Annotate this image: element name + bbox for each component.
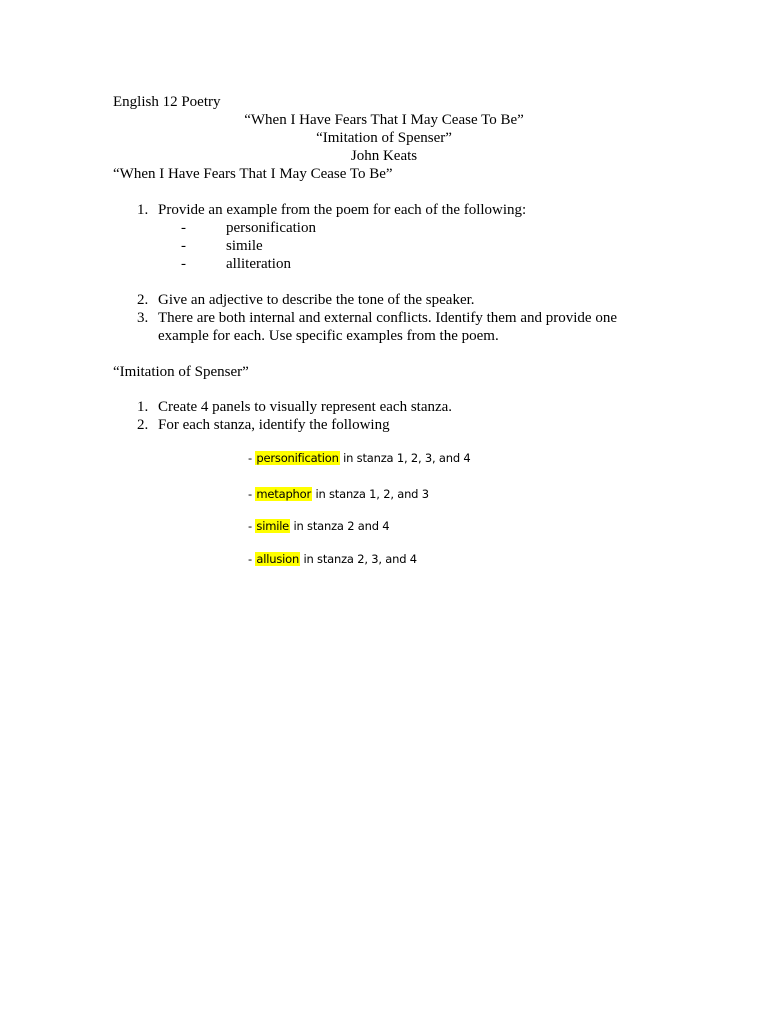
highlighted-term: metaphor [256,487,311,501]
s1-q2-text: Give an adjective to describe the tone of the speaker. [158,292,475,308]
list-prefix: - [248,451,256,465]
highlighted-term: simile [256,519,290,533]
section2-heading: “Imitation of Spenser” [113,364,249,380]
course-title: English 12 Poetry [113,94,221,110]
s2-item-personification [248,450,471,466]
s2-q1-number: 1. [137,399,149,415]
list-detail: in stanza 2 and 4 [290,519,390,533]
s2-q2-text: For each stanza, identify the following [158,417,390,433]
s2-item-allusion [248,551,417,567]
highlighted-term: allusion [256,552,300,566]
s1-q1-item-dash: - [181,256,186,272]
s2-q1-text: Create 4 panels to visually represent each stanza. [158,399,453,415]
poem-title-2: “Imitation of Spenser” [316,130,452,146]
list-detail: in stanza 2, 3, and 4 [300,552,417,566]
list-detail: in stanza 1, 2, 3, and 4 [339,451,471,465]
author-name: John Keats [350,148,418,164]
s1-q1-item-simile: simile [226,238,263,254]
s2-item-simile [248,518,389,534]
s1-q1-item-dash: - [181,238,186,254]
poem-title-1: “When I Have Fears That I May Cease To Be” [244,112,524,128]
list-detail: in stanza 1, 2, and 3 [312,487,429,501]
list-prefix: - [248,552,256,566]
s2-item-metaphor [248,486,429,502]
s1-q1-text: Provide an example from the poem for each of the following: [158,202,527,218]
s1-q2-number: 2. [137,292,149,308]
s2-q2-number: 2. [137,417,149,433]
s1-q1-item-alliteration: alliteration [226,256,291,272]
s1-q3-text-line2: example for each. Use specific examples from the poem. [158,328,499,344]
s1-q3-number: 3. [137,310,149,326]
section1-heading: “When I Have Fears That I May Cease To Be” [113,166,393,182]
s1-q1-number: 1. [137,202,149,218]
s1-q1-item-personification: personification [226,220,316,236]
highlighted-term: personification [256,451,339,465]
list-prefix: - [248,487,256,501]
s1-q1-item-dash: - [181,220,186,236]
s1-q3-text-line1: There are both internal and external conflicts. Identify them and provide one [158,310,617,326]
list-prefix: - [248,519,256,533]
